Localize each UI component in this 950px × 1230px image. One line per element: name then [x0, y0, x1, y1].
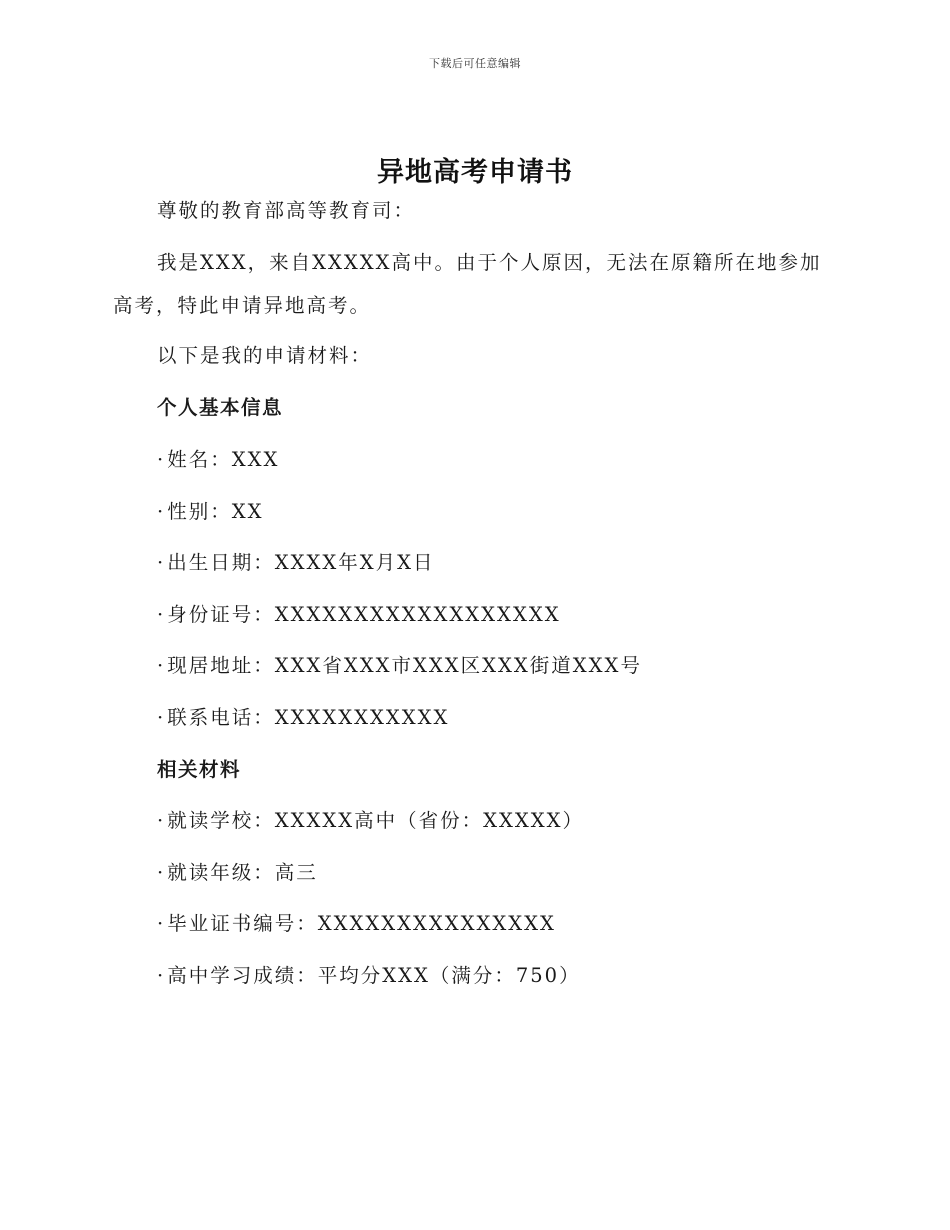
- materials-intro: 以下是我的申请材料：: [157, 344, 373, 367]
- list-item-text: 身份证号：XXXXXXXXXXXXXXXXXX: [167, 603, 561, 626]
- bullet-icon: ·: [157, 500, 164, 523]
- list-item-text: 就读年级：高三: [167, 861, 318, 884]
- header-note: 下载后可任意编辑: [429, 57, 521, 70]
- bullet-icon: ·: [157, 912, 164, 935]
- salutation: 尊敬的教育部高等教育司：: [157, 199, 416, 222]
- section-heading-related-materials: 相关材料: [157, 758, 242, 781]
- list-item: [157, 656, 642, 676]
- intro-line-1: 我是XXX，来自XXXXX高中。由于个人原因，无法在原籍所在地参加: [157, 251, 822, 274]
- bullet-icon: ·: [157, 861, 164, 884]
- list-item: [157, 708, 449, 728]
- bullet-icon: ·: [157, 654, 164, 677]
- list-item-text: 毕业证书编号：XXXXXXXXXXXXXXX: [167, 912, 556, 935]
- list-item-text: 就读学校：XXXXX高中（省份：XXXXX）: [167, 809, 585, 832]
- list-item: [157, 605, 561, 625]
- list-item: [157, 553, 435, 573]
- list-item-text: 现居地址：XXX省XXX市XXX区XXX街道XXX号: [167, 654, 642, 677]
- list-item: [157, 450, 279, 470]
- bullet-icon: ·: [157, 551, 164, 574]
- list-item: [157, 502, 263, 522]
- list-item: [157, 811, 584, 831]
- intro-line-2: 高考，特此申请异地高考。: [113, 294, 372, 317]
- list-item-text: 性别：XX: [167, 500, 264, 523]
- section-heading-personal-info: 个人基本信息: [157, 396, 284, 419]
- bullet-icon: ·: [157, 706, 164, 729]
- list-item-text: 姓名：XXX: [167, 448, 280, 471]
- list-item-text: 出生日期：XXXX年X月X日: [167, 551, 435, 574]
- list-item: [157, 863, 318, 883]
- bullet-icon: ·: [157, 964, 164, 987]
- bullet-icon: ·: [157, 603, 164, 626]
- list-item: [157, 914, 556, 934]
- bullet-icon: ·: [157, 448, 164, 471]
- list-item: [157, 966, 581, 986]
- document-title: 异地高考申请书: [377, 157, 573, 188]
- list-item-text: 联系电话：XXXXXXXXXXX: [167, 706, 450, 729]
- bullet-icon: ·: [157, 809, 164, 832]
- list-item-text: 高中学习成绩：平均分XXX（满分：750）: [167, 964, 581, 987]
